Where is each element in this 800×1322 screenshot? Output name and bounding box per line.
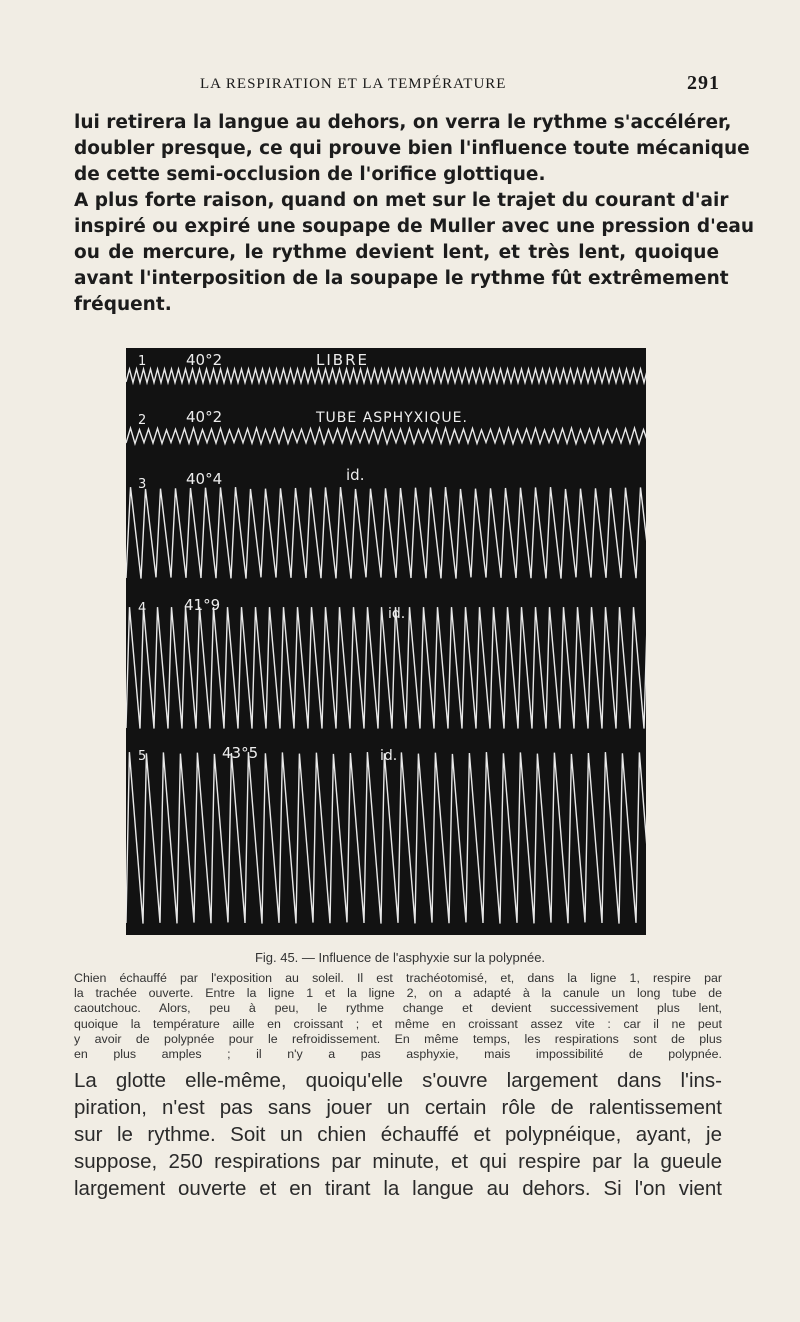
caption-line: Chien échauffé par l'exposition au soleil. Il est trachéotomisé, et, dans la ligne 1, respire par [74, 971, 722, 985]
text-line: piration, n'est pas sans jouer un certain rôle de ralentissement [74, 1096, 722, 1119]
paragraph-top [74, 110, 755, 318]
row-number: 3 [138, 477, 147, 492]
row-number: 5 [138, 749, 147, 764]
row-temperature: 41°9 [184, 596, 221, 614]
page-number: 291 [687, 72, 720, 94]
row-temperature: 43°5 [222, 744, 259, 762]
text-line: La glotte elle-même, quoiqu'elle s'ouvre largement dans l'ins- [74, 1069, 722, 1092]
row-label: TUBE ASPHYXIQUE. [316, 410, 468, 426]
caption-line: y avoir de polypnée pour le refroidissement. En même temps, les respirations sont de plus [74, 1031, 722, 1046]
row-temperature: 40°4 [186, 470, 223, 488]
row-number: 4 [138, 601, 147, 616]
row-label: id. [380, 748, 398, 764]
row-temperature: 40°2 [186, 351, 223, 369]
text-line: lui retirera la langue au dehors, on verra le rythme s'accélérer, [74, 112, 732, 133]
text-line: sur le rythme. Soit un chien échauffé et polypnéique, ayant, je [74, 1123, 722, 1146]
row-temperature: 40°2 [186, 408, 223, 426]
tracing-svg [126, 348, 646, 935]
text-line: avant l'interposition de la soupape le rythme fût extrêmement [74, 268, 729, 289]
row-label: id. [388, 606, 406, 622]
row-number: 2 [138, 413, 147, 428]
text-line: A plus forte raison, quand on met sur le trajet du courant d'air [74, 190, 729, 211]
text-line: doubler presque, ce qui prouve bien l'influence toute mécanique [74, 138, 750, 159]
paragraph-bottom [74, 1067, 722, 1202]
row-label: LIBRE [316, 351, 369, 369]
text-line: inspiré ou expiré une soupape de Muller avec une pression d'eau [74, 216, 755, 237]
row-number: 1 [138, 354, 147, 369]
caption-line: caoutchouc. Alors, peu à peu, le rythme change et devient successivement plus lent, [74, 1001, 722, 1016]
text-line: fréquent. [74, 294, 172, 315]
figure-caption-body [74, 971, 722, 1062]
respiration-tracing-figure [126, 348, 646, 935]
caption-line: quoique la température aille en croissant ; et même en croissant assez vite : car il ne peut [74, 1016, 722, 1031]
row-label: id. [346, 466, 365, 484]
text-line: suppose, 250 respirations par minute, et qui respire par la gueule [74, 1150, 722, 1173]
text-line: de cette semi-occlusion de l'orifice glottique. [74, 164, 546, 185]
text-line: largement ouverte et en tirant la langue au dehors. Si l'on vient [74, 1177, 722, 1200]
running-head-title: LA RESPIRATION ET LA TEMPÉRATURE [200, 76, 507, 92]
caption-line: la trachée ouverte. Entre la ligne 1 et la ligne 2, on a adapté à la canule un long tube de [74, 986, 722, 1001]
caption-line: en plus amples ; il n'y a pas asphyxie, mais impossibilité de polypnée. [74, 1047, 722, 1062]
text-line: ou de mercure, le rythme devient lent, et très lent, quoique [74, 242, 719, 263]
figure-caption-title: Fig. 45. — Influence de l'asphyxie sur la polypnée. [254, 950, 546, 965]
